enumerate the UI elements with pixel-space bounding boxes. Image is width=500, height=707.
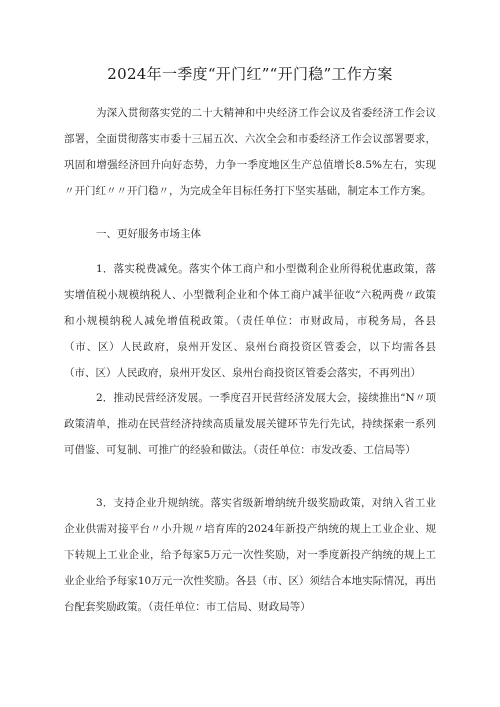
- list-item-2: 2．推动民营经济发展。一季度召开民营经济发展大会，接续推出“N〃项政策清单，推动在民营经济持续高质量发展关键环节先行先试，持续探索一系列可借鉴、可复制、可推广的经验和做法。（责任单位：市发改委、工信局等）: [64, 392, 436, 456]
- document-title: 2024年一季度“开门红”“开门稳”工作方案: [107, 65, 393, 83]
- list-item-1: 1．落实税费减免。落实个体工商户和小型微利企业所得税优惠政策，落实增值税小规模纳税人、小型微利企业和个体工商户减半征收“六税两费〃政策和小规模纳税人减免增值税政策。（责任单位：市财政局，市税务局，各县（市、区）人民政府，泉州开发区、泉州台商投资区管委会，以下均需各县（市、区）人民政府，泉州开发区、泉州台商投资区管委会落实，不再列出）: [64, 263, 436, 379]
- intro-paragraph: 为深入贯彻落实党的二十大精神和中央经济工作会议及省委经济工作会议部署，全面贯彻落实市委十三届五次、六次全会和市委经济工作会议部署要求，巩固和增强经济回升向好态势，力争一季度地区生产总值增长8.5%左右，实现〃开门红〃〃开门稳〃，为完成全年目标任务打下坚实基础，制定本工作方案。: [64, 107, 436, 197]
- section-heading: 一、更好服务市场主体: [96, 228, 201, 240]
- list-item-3: 3．支持企业升规纳统。落实省级新增纳统升级奖励政策，对纳入省工业企业供需对接平台〃小升规〃培育库的2024年新投产纳统的规上工业企业、规下转规上工业企业，给予每家5万元一次性奖励，对一季度新投产纳统的规上工业企业给予每家10万元一次性奖励。各县（市、区）须结合本地实际情况，再出台配套奖励政策。（责任单位：市工信局、财政局等）: [64, 497, 436, 613]
